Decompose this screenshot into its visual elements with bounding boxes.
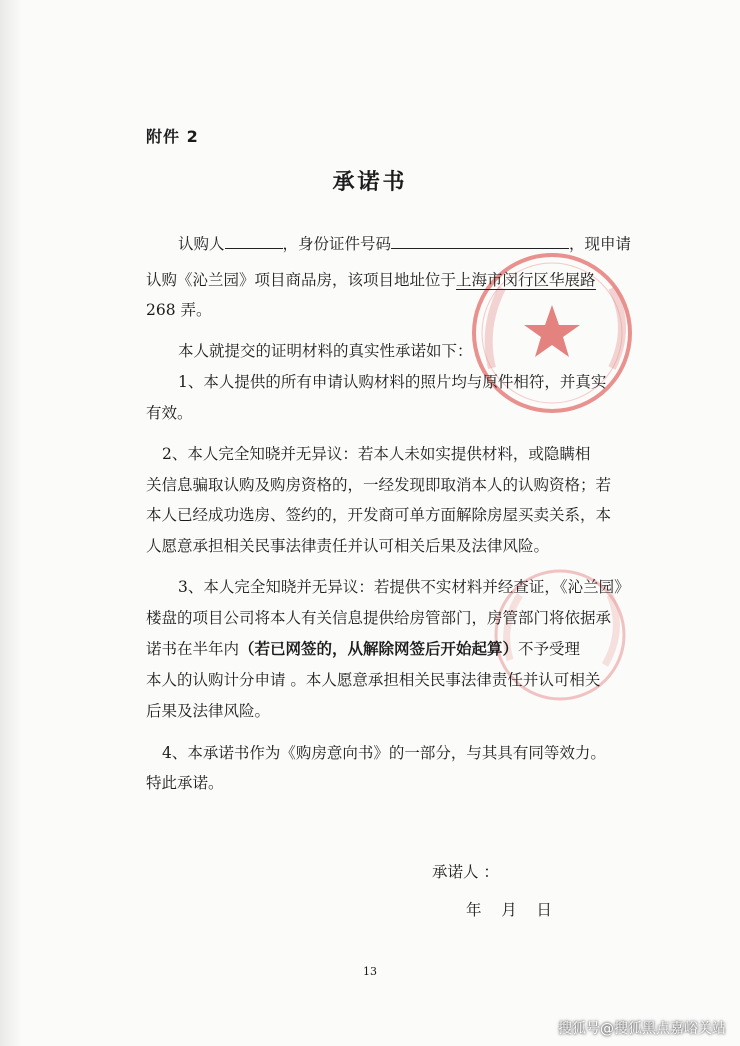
item3-line1: 3、本人完全知晓并无异议：若提供不实材料并经查证，《沁兰园》 [178, 578, 630, 596]
address-line [146, 300, 212, 320]
item3-line3-end: 不予受理 [518, 640, 581, 658]
id-number-label: ，身份证件号码 [282, 235, 392, 253]
page-number: 13 [363, 965, 377, 978]
document-title: 承诺书 [332, 170, 408, 195]
applicant-name-blank [225, 232, 283, 249]
signature-date: 年 月 日 [466, 901, 552, 919]
id-number-blank [391, 232, 569, 249]
item3-line3-bold: （若已网签的，从解除网签后开始起算） [239, 639, 519, 658]
apply-text: ，现申请 [569, 235, 632, 253]
item3-line4: 本人的认购计分申请 。本人愿意承担相关民事法律责任并认可相关 [146, 671, 601, 689]
item1-line1: 1、本人提供的所有申请认购材料的照片均与原件相符，并真实 [178, 373, 607, 391]
attachment-label: 附件 2 [146, 127, 199, 146]
scan-edge-shadow [0, 0, 22, 1046]
pledge-intro: 本人就提交的证明材料的真实性承诺如下： [178, 342, 473, 360]
item4-line: 4、本承诺书作为《购房意向书》的一部分，与其具有同等效力。 [162, 744, 606, 762]
signature-label: 承诺人 ： [432, 863, 499, 881]
item3-line3-start: 诺书在半年内 [146, 640, 240, 658]
item2-line4: 人愿意承担相关民事法律责任并认可相关后果及法律风险。 [146, 537, 550, 555]
applicant-line [178, 232, 631, 254]
item2-line2: 关信息骗取认购及购房资格的，一经发现即取消本人的认购资格；若 [146, 476, 612, 494]
item3-line3 [146, 639, 580, 659]
source-watermark: 搜狐号@搜狐黑点嘉峪关站 [558, 1021, 726, 1037]
applicant-label: 认购人 [178, 235, 225, 253]
project-address: 上海市闵行区华展路 [456, 271, 596, 289]
item2-line3: 本人已经成功选房、签约的，开发商可单方面解除房屋买卖关系，本 [146, 506, 612, 524]
item1-line2: 有效。 [146, 404, 193, 422]
project-line [146, 270, 596, 290]
item2-line1: 2、本人完全知晓并无异议：若本人未如实提供材料，或隐瞒相 [162, 445, 591, 463]
address-lane: 268 弄。 [146, 301, 212, 319]
item3-line5: 后果及法律风险。 [146, 702, 271, 720]
closing-text: 特此承诺。 [146, 774, 224, 792]
item3-line2: 楼盘的项目公司将本人有关信息提供给房管部门，房管部门将依据承 [146, 609, 612, 627]
project-text: 认购《沁兰园》项目商品房，该项目地址位于 [146, 271, 457, 289]
